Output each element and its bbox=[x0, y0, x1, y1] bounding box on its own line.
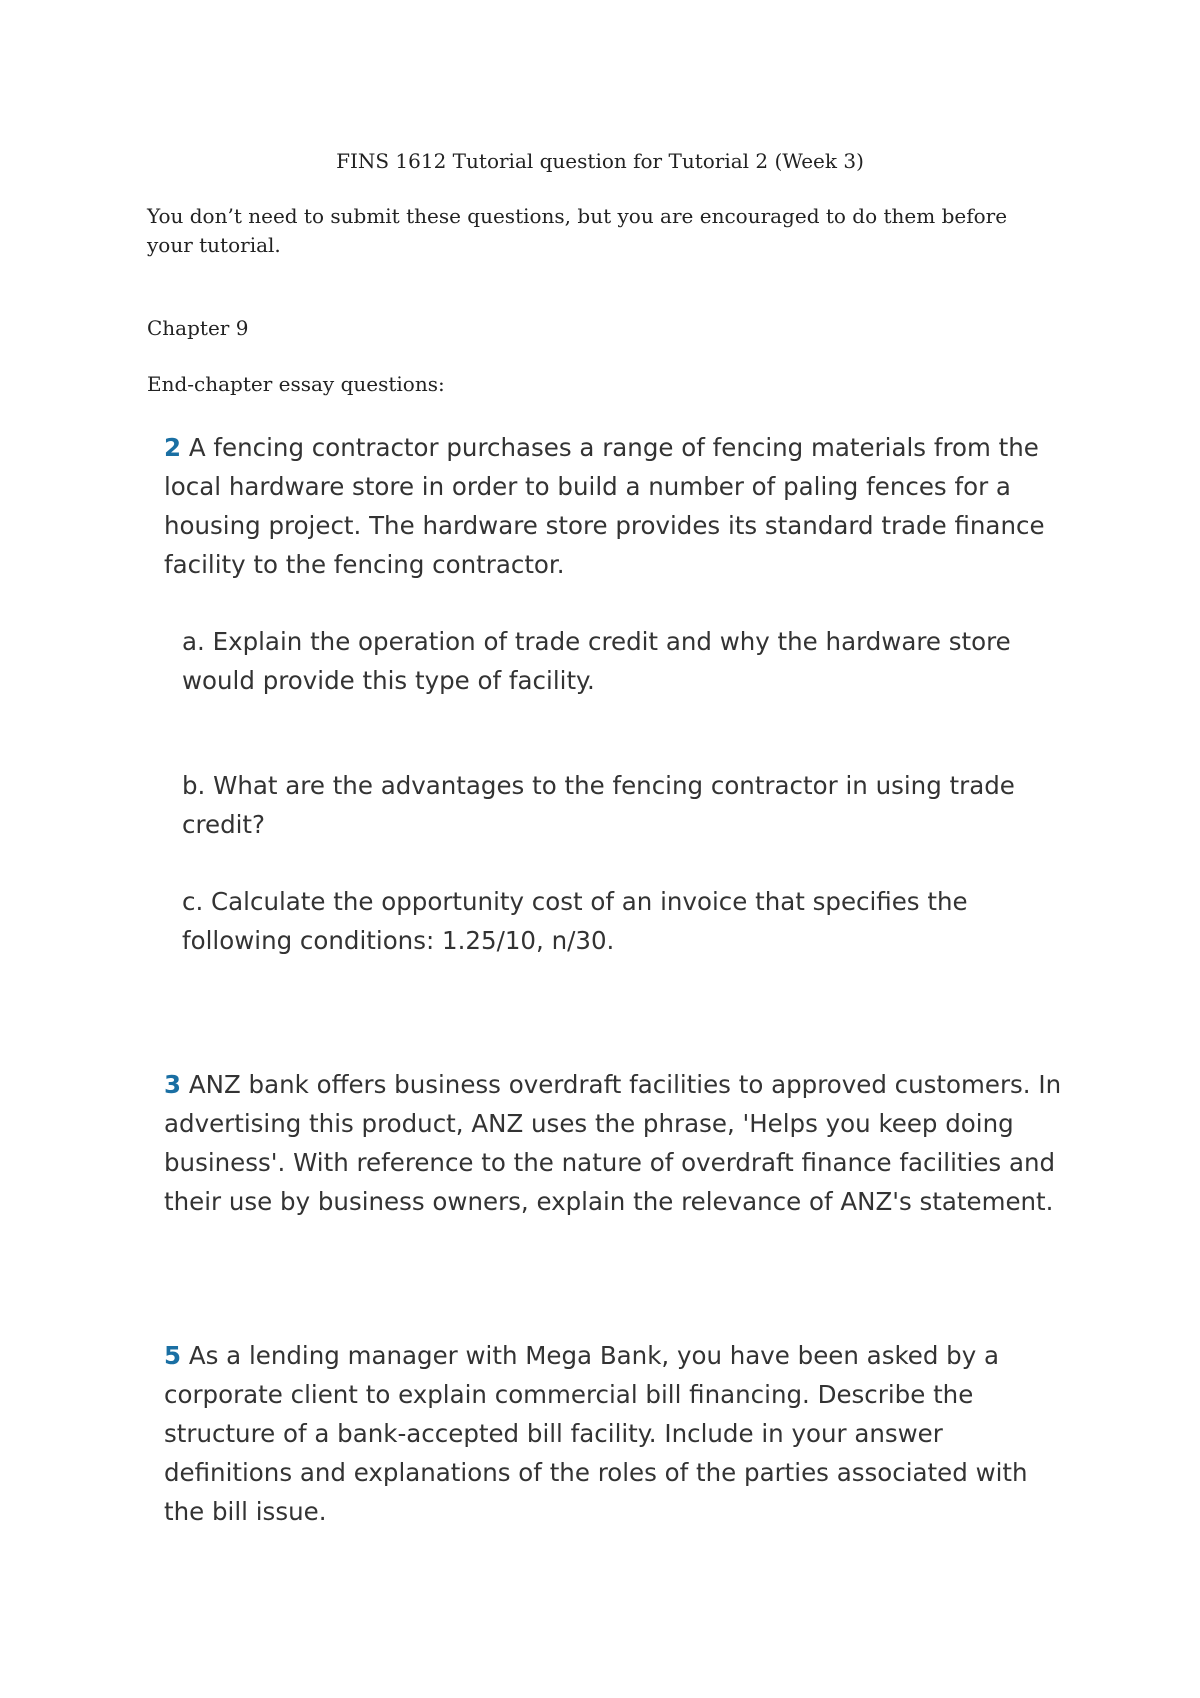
question-2 bbox=[164, 428, 1074, 584]
question-2-part-b: b. What are the advantages to the fencing contractor in using trade credit? bbox=[182, 771, 1015, 839]
question-text: ANZ bank offers business overdraft facilities to approved customers. In advertising this product, ANZ uses the phrase, 'Helps you keep doing business'. With reference to the nature of overdraft finance facilities and their use by business owners, explain the relevance of ANZ's statement. bbox=[164, 1070, 1062, 1216]
intro-text: You don’t need to submit these questions, but you are encouraged to do them before your tutorial. bbox=[147, 204, 1008, 257]
question-number: 3 bbox=[164, 1070, 182, 1099]
question-number: 5 bbox=[164, 1341, 182, 1370]
page-title: FINS 1612 Tutorial question for Tutorial 2 (Week 3) bbox=[336, 149, 864, 173]
question-text: As a lending manager with Mega Bank, you have been asked by a corporate client to explain commercial bill financing. Describe the structure of a bank-accepted bill facility. Include in your answer definitions and explanations of the roles of the parties associated with the bill issue. bbox=[164, 1341, 1028, 1526]
question-number: 2 bbox=[164, 433, 182, 462]
question-2-part-c: c. Calculate the opportunity cost of an invoice that specifies the following conditions: 1.25/10, n/30. bbox=[182, 887, 968, 955]
question-2-part-a: a. Explain the operation of trade credit and why the hardware store would provide this type of facility. bbox=[182, 627, 1011, 695]
essay-questions-heading: End-chapter essay questions: bbox=[147, 372, 445, 396]
chapter-heading: Chapter 9 bbox=[147, 316, 249, 340]
question-3 bbox=[164, 1065, 1074, 1221]
question-text: A fencing contractor purchases a range of fencing materials from the local hardware store in order to build a number of paling fences for a housing project. The hardware store provides its standard trade finance facility to the fencing contractor. bbox=[164, 433, 1045, 579]
question-5 bbox=[164, 1336, 1074, 1531]
